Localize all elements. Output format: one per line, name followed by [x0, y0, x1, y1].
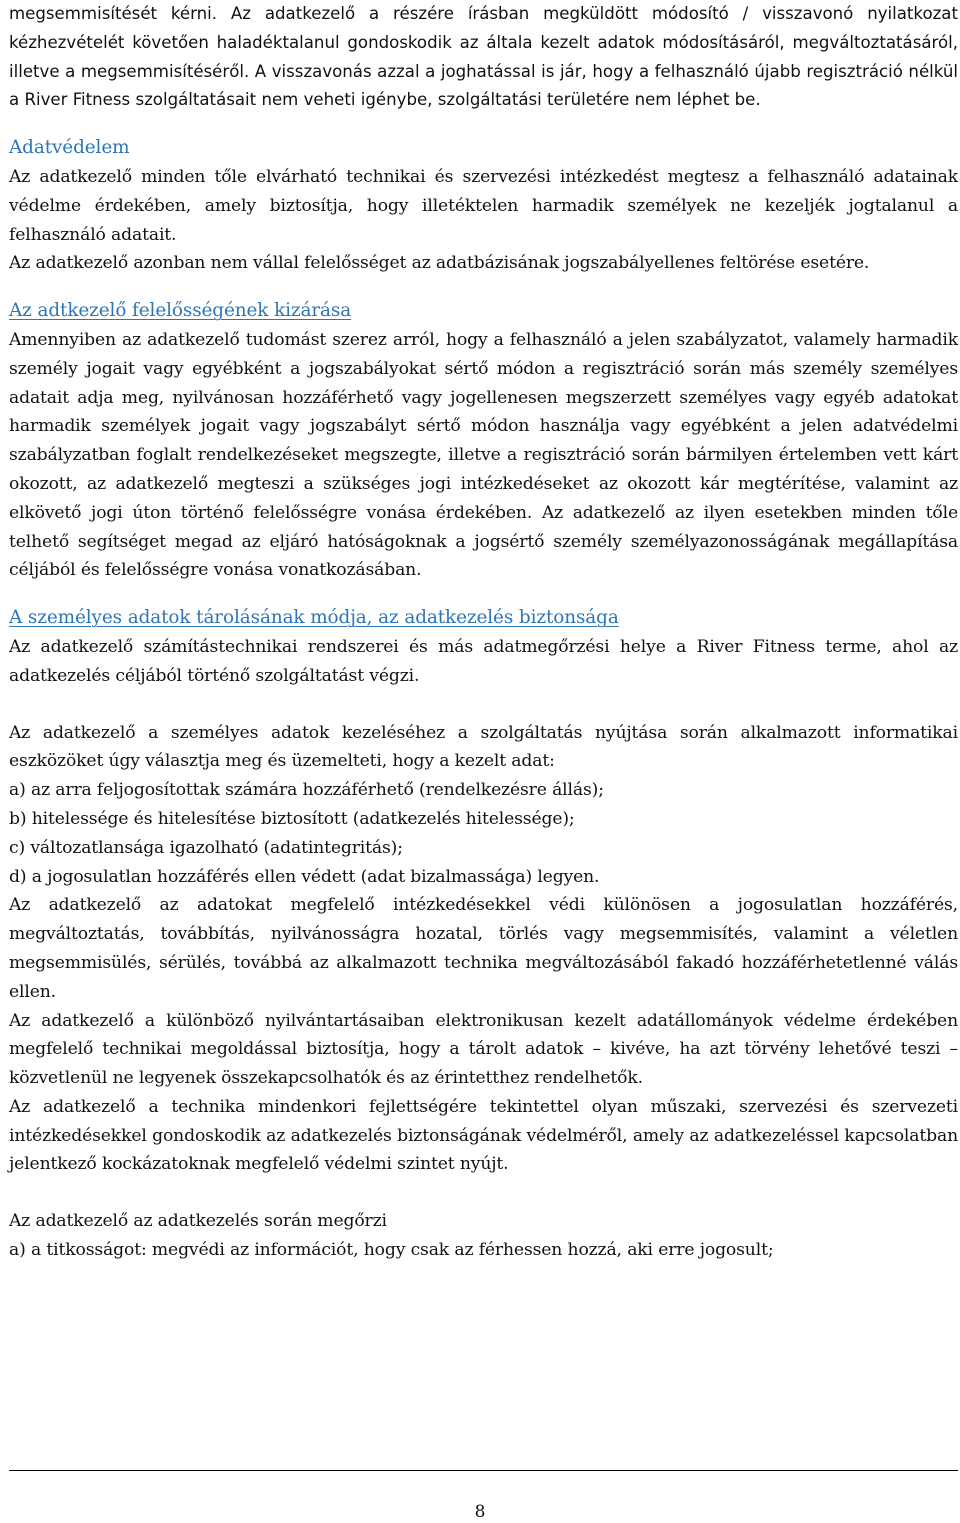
page-number: 8 — [474, 1502, 486, 1522]
adatvedelem-paragraph-2: Az adatkezelő azonban nem vállal felelősséget az adatbázisának jogszabályellenes feltörése esetére. — [9, 253, 870, 274]
tarolas-paragraph-1: Az adatkezelő számítástechnikai rendszerei és más adatmegőrzési helye a River Fitness terme, ahol az adatkezelés céljából történő szolgáltatást végzi. — [9, 636, 958, 686]
tarolas-paragraph-5: Az adatkezelő a technika mindenkori fejlettségére tekintettel olyan műszaki, szervezési és szervezeti intézkedésekkel gondoskodik az adatkezelés biztonságának védelméről, amely az adatkezeléssel kapcsolatban jelentkező kockázatoknak megfelelő védelmi szintet nyújt. — [9, 1096, 958, 1175]
tarolas-paragraph-2: Az adatkezelő a személyes adatok kezeléséhez a szolgáltatás nyújtása során alkalmazott informatikai eszközöket úgy választja meg és üzemelteti, hogy a kezelt adat: — [9, 722, 958, 772]
heading-tarolas: A személyes adatok tárolásának módja, az adatkezelés biztonsága — [9, 607, 619, 629]
adatvedelem-paragraph-1: Az adatkezelő minden tőle elvárható technikai és szervezési intézkedést megtesz a felhasználó adatainak védelme érdekében, amely biztosítja, hogy illetéktelen harmadik személyek ne kezeljék jogtalanul a felhasználó adatait. — [9, 166, 958, 245]
list-item: d) a jogosulatlan hozzáférés ellen védett (adat bizalmassága) legyen. — [9, 866, 600, 887]
tarolas-paragraph-4: Az adatkezelő a különböző nyilvántartásaiban elektronikusan kezelt adatállományok védelme érdekében megfelelő technikai megoldással biztosítja, hogy a tárolt adatok – kivéve, ha azt törvény lehetővé teszi – közvetlenül ne legyenek összekapcsolhatók és az érintetthez rendelhetők. — [9, 1010, 958, 1089]
requirements-list — [9, 776, 958, 891]
spacer — [9, 1179, 958, 1207]
list-item: c) változatlansága igazolható (adatintegritás); — [9, 837, 403, 858]
spacer — [9, 278, 958, 297]
tarolas-paragraph-3: Az adatkezelő az adatokat megfelelő intézkedésekkel védi különösen a jogosulatlan hozzáférés, megváltoztatás, továbbítás, nyilvánosságra hozatal, törlés vagy megsemmisítés, valamint a véletlen megsemmisülés, sérülés, továbbá az alkalmazott technika megváltozásából fakadó hozzáférhetetlenné válás ellen. — [9, 895, 958, 1002]
intro-paragraph: megsemmisítését kérni. Az adatkezelő a részére írásban megküldött módosító / visszavonó nyilatkozat kézhezvételét követően haladéktalanul gondoskodik az általa kezelt adatok módosításáról, megváltoztatásáról, illetve a megsemmisítéséről. A visszavonás azzal a joghatással is jár, hogy a felhasználó újabb regisztráció nélkül a River Fitness szolgáltatásait nem veheti igénybe, szolgáltatási területére nem léphet be. — [9, 4, 958, 110]
heading-felelosseg: Az adtkezelő felelősségének kizárása — [9, 300, 352, 322]
felelosseg-paragraph: Amennyiben az adatkezelő tudomást szerez arról, hogy a felhasználó a jelen szabályzatot, valamely harmadik személy jogait vagy egyébként a jogszabályokat sértő módon a regisztráció során más személy személyes adatait adja meg, nyilvánosan hozzáférhető vagy jogellenesen megszerzett személyes vagy egyéb adatokat harmadik személyek jogait vagy jogszabályt sértő módon használja vagy egyébként a jelen adatvédelmi szabályzatban foglalt rendelkezéseket megszegte, illetve a regisztráció során bármilyen értelemben vett kárt okozott, az adatkezelő megteszi a szükséges jogi intézkedéseket az okozott kár megtérítése, valamint az elkövető jogi úton történő felelősségre vonása érdekében. Az adatkezelő az ilyen esetekben minden tőle telhető segítséget megad az eljáró hatóságoknak a jogsértő személy személyazonosságának megállapítása céljából és felelősségre vonása vonatkozásában. — [9, 329, 958, 581]
list-item: a) az arra feljogosítottak számára hozzáférhető (rendelkezésre állás); — [9, 780, 604, 801]
document-page — [9, 0, 958, 1265]
spacer — [9, 691, 958, 719]
heading-adatvedelem: Adatvédelem — [9, 137, 130, 159]
spacer — [9, 585, 958, 604]
spacer — [9, 115, 958, 134]
tarolas-paragraph-6: Az adatkezelő az adatkezelés során megőrzi — [9, 1211, 387, 1232]
tarolas-paragraph-7: a) a titkosságot: megvédi az információt, hogy csak az férhessen hozzá, aki erre jogosult; — [9, 1240, 774, 1261]
list-item: b) hitelessége és hitelesítése biztosított (adatkezelés hitelessége); — [9, 808, 575, 829]
footer-divider — [9, 1470, 958, 1471]
